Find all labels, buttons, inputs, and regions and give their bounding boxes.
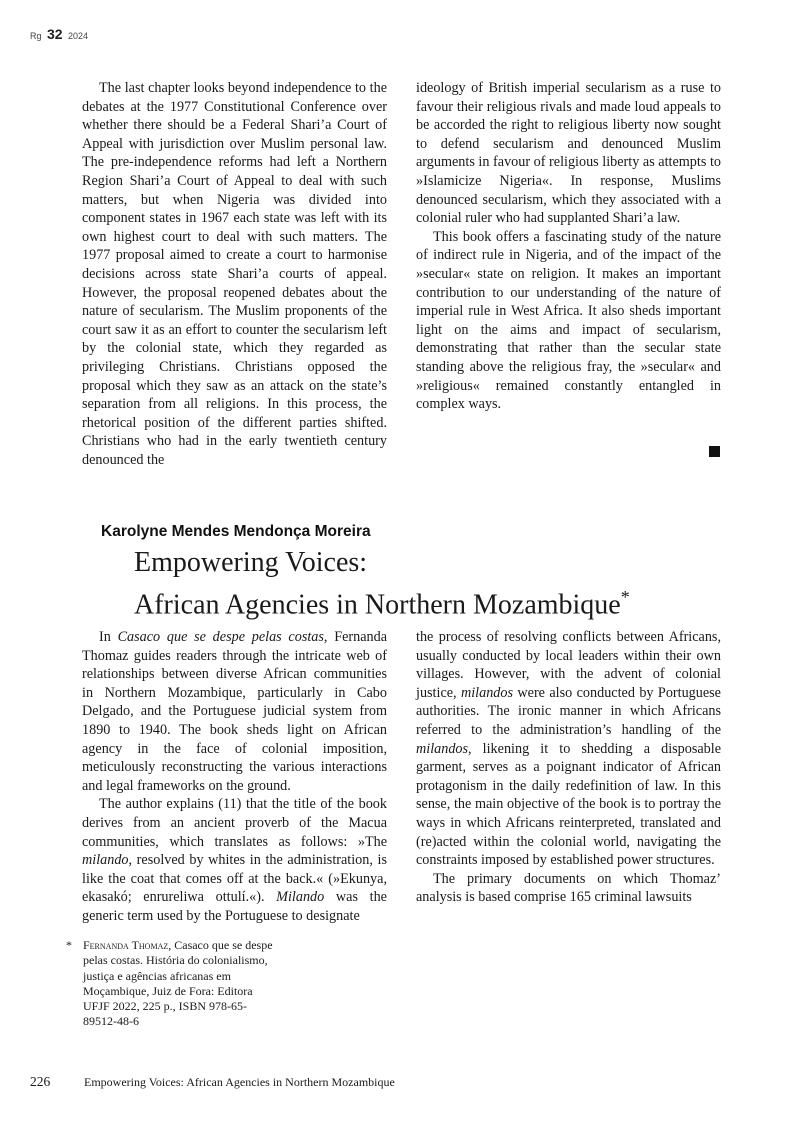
paragraph: [416, 628, 721, 870]
paragraph: ideology of British imperial secularism as a ruse to favour their religious rivals and made loud appeals to be accorded the right to religious liberty now sought to defend secularism and denounced Muslim arguments in favour of religious liberty as attempts to »Islamicize Nigeria«. In response, Muslims denounced secularism, which they associated with a colonial ruler who had supplanted Shari’a law.: [416, 80, 721, 227]
text-run: was the generic term used by the Portuguese to designate: [82, 889, 387, 924]
text-run: In: [99, 629, 118, 645]
term-italic: milandos: [416, 740, 469, 757]
title-line-2-text: African Agencies in Northern Mozambique: [134, 589, 621, 621]
end-of-review-mark: [709, 446, 720, 457]
text-run: The author explains (11) that the title of the book derives from an ancient proverb of the Macua communities, which translates as follows: »The: [82, 796, 387, 850]
text-run: , Fernanda Thomaz guides readers through the intricate web of relationships between diverse African communities in Northern Mozambique, particularly in Cabo Delgado, and the Portuguese judicial system from 1890 to 1940. The book sheds light on African agency in the face of colonial imposition, meticulously reconstructing the various interactions and legal frameworks on the ground.: [82, 629, 387, 794]
footnote-text: [83, 938, 276, 1030]
issue-number: 32: [46, 26, 63, 42]
footnote-author: Fernanda Thomaz: [83, 938, 169, 952]
running-title: Empowering Voices: African Agencies in Northern Mozambique: [84, 1075, 395, 1089]
text-run: , resolved by whites in the administration, is like the coat that comes off at the back.« (»Ekunya, ekasakó; enrureliwa ottulí.«).: [82, 852, 387, 906]
text-run: , likening it to shedding a disposable garment, serves as a poignant indicator of African protagonism in the daily redefinition of law. In this sense, the main objective of the book is to portray the ways in which Africans reinterpreted, translated and (re)acted within the colonial world, navigating the constraints imposed by established power structures.: [416, 740, 721, 869]
page-footer: [30, 1074, 395, 1090]
paragraph: This book offers a fascinating study of the nature of indirect rule in Nigeria, and of the impact of the »secular« state on religion. It makes an important contribution to our understanding of the nature of imperial rule in West Africa. It also sheds important light on the aims and impact of secularism, demonstrating that rather than the secular state standing above the religious fray, the »secular« and »religious« remained constantly entangled in complex ways.: [416, 228, 721, 413]
text-run: were also conducted by Portuguese authorities. The ironic manner in which Africans referred to the administration’s handling of the: [416, 684, 721, 738]
footnote-reference: *: [620, 587, 630, 607]
review-title: [134, 545, 630, 622]
paragraph: The primary documents on which Thomaz’ analysis is based comprise 165 criminal lawsuits: [416, 870, 721, 906]
footnote-mark: *: [66, 938, 72, 952]
journal-abbrev: Rg: [30, 31, 42, 41]
issue-year: 2024: [68, 31, 89, 41]
term-italic: Milando: [276, 889, 325, 906]
paragraph: The last chapter looks beyond independence to the debates at the 1977 Constitutional Conference over whether there should be a Federal Shari’a Court of Appeal with jurisdiction over Muslim personal law. The pre-independence reforms had left a Northern Region Shari’a Court of Appeal to deal with such matters, but when Nigeria was divided into component states in 1967 each state was left with its own highest court to deal with such matters. The 1977 proposal aimed to create a court to harmonise decisions across state Shari’a courts of appeal. However, the proposal reopened debates about the nature of secularism. The Muslim proponents of the court saw it as an effort to counter the secularism left by the colonial state, which they regarded as privileging Christians. Christians opposed the proposal which they saw as an attack on the state’s separation from all religions. In this process, the rhetorical position of the different parties shifted. Christians who had in the early twentieth century denounced the: [82, 80, 387, 468]
title-line-2: [134, 580, 630, 622]
prev-review-column-right: [416, 79, 721, 414]
review-author: Karolyne Mendes Mendonça Moreira: [101, 523, 371, 540]
title-line-1: Empowering Voices:: [134, 547, 368, 578]
footnote-citation: , Casaco que se despe pelas costas. História do colonialismo, justiça e agências africanas em Moçambique, Juiz de Fora: Editora UFJF 2022, 225 p., ISBN 978-65-89512-48-6: [83, 938, 273, 1029]
page-number: 226: [30, 1074, 51, 1089]
footnote: [66, 938, 276, 1030]
book-title-italic: Casaco que se despe pelas costas: [117, 629, 324, 645]
paragraph: [82, 795, 387, 925]
review-column-left: [82, 628, 387, 926]
paragraph: [82, 628, 387, 795]
prev-review-column-left: [82, 79, 387, 469]
journal-header: [30, 26, 88, 44]
term-italic: milando: [82, 852, 129, 869]
term-italic: milandos: [460, 684, 514, 701]
review-column-right: [416, 628, 721, 907]
text-run: the process of resolving conflicts between Africans, usually conducted by local leaders within their own villages. However, with the advent of colonial justice,: [416, 629, 721, 701]
